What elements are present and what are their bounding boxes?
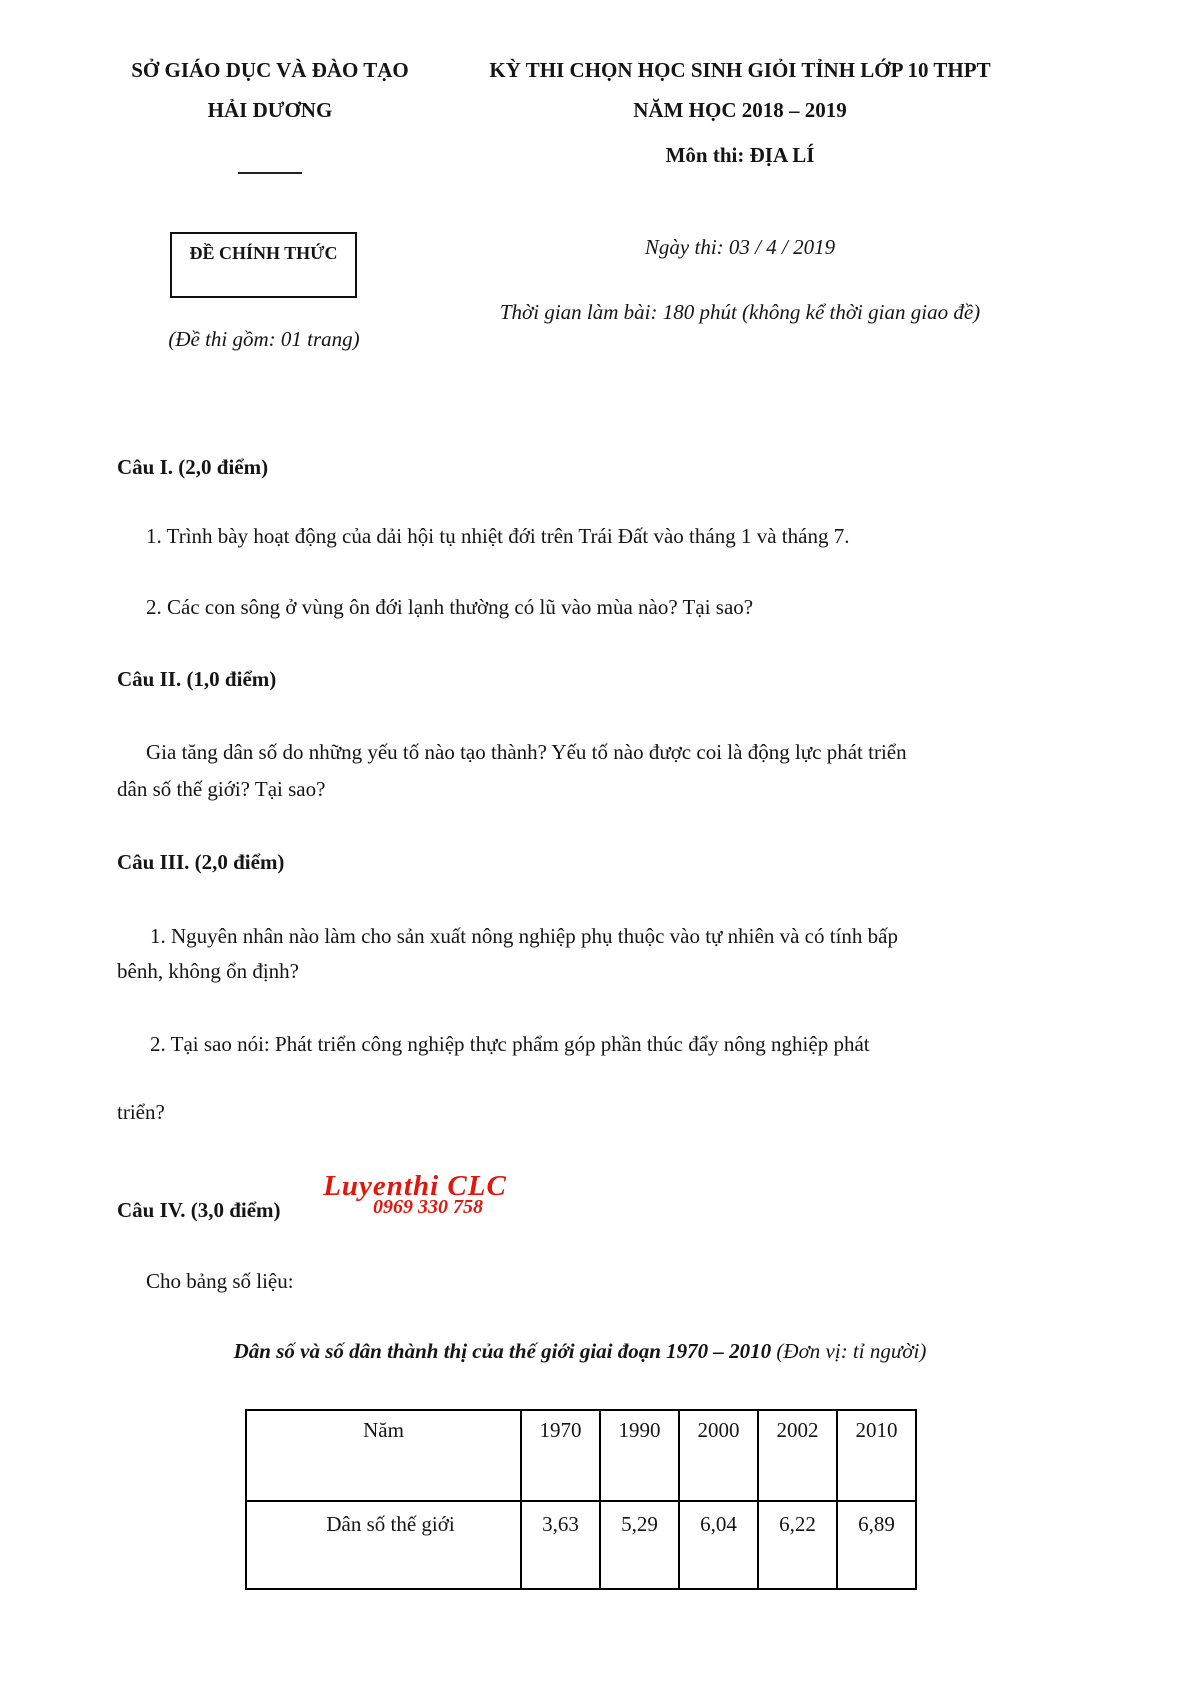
section-1-question-1: 1. Trình bày hoạt động của dải hội tụ nhiệt đới trên Trái Đất vào tháng 1 và tháng 7. (146, 524, 850, 548)
section-3-question-2-line-2: triển? (117, 1100, 165, 1124)
section-4-intro: Cho bảng số liệu: (146, 1269, 294, 1293)
exam-title: KỲ THI CHỌN HỌC SINH GIỎI TỈNH LỚP 10 THPT (489, 58, 991, 82)
section-1-heading: Câu I. (2,0 điểm) (117, 455, 269, 479)
table-header-cell: Năm (246, 1410, 521, 1501)
table-row (246, 1501, 916, 1589)
pages-note: (Đề thi gồm: 01 trang) (168, 327, 360, 351)
section-3-question-1-line-1: 1. Nguyên nhân nào làm cho sản xuất nông nghiệp phụ thuộc vào tự nhiên và có tính bấp (150, 924, 898, 948)
section-3-heading: Câu III. (2,0 điểm) (117, 850, 285, 874)
table-cell: 6,22 (758, 1501, 837, 1589)
table-cell: 3,63 (521, 1501, 600, 1589)
table-title-unit: (Đơn vị: tỉ người) (771, 1339, 927, 1363)
issuer-province: HẢI DƯƠNG (207, 98, 333, 122)
table-header-cell: 2000 (679, 1410, 758, 1501)
table-cell: 5,29 (600, 1501, 679, 1589)
official-exam-box (170, 232, 357, 298)
section-4-heading: Câu IV. (3,0 điểm) (117, 1198, 281, 1222)
duration-note: Thời gian làm bài: 180 phút (không kể thời gian giao đề) (499, 300, 981, 324)
official-exam-label: ĐỀ CHÍNH THỨC (189, 243, 338, 263)
school-year: NĂM HỌC 2018 – 2019 (633, 98, 847, 122)
table-header-cell: 1970 (521, 1410, 600, 1501)
watermark-phone: 0969 330 758 (373, 1196, 483, 1218)
header-divider-line (238, 172, 302, 174)
subject: Môn thi: ĐỊA LÍ (665, 143, 815, 167)
section-3-question-2-line-1: 2. Tại sao nói: Phát triển công nghiệp thực phẩm góp phần thúc đẩy nông nghiệp phát (150, 1032, 870, 1056)
table-header-cell: 2002 (758, 1410, 837, 1501)
table-header-row (246, 1410, 916, 1501)
table-cell: 6,04 (679, 1501, 758, 1589)
exam-date: Ngày thi: 03 / 4 / 2019 (644, 235, 836, 259)
section-3-question-1-line-2: bênh, không ổn định? (117, 959, 299, 983)
section-2-question-line-2: dân số thế giới? Tại sao? (117, 777, 326, 801)
population-table (245, 1409, 917, 1590)
table-cell: 6,89 (837, 1501, 916, 1589)
watermark-brand: Luyenthi CLC (323, 1170, 507, 1202)
issuer-department: SỞ GIÁO DỤC VÀ ĐÀO TẠO (131, 58, 409, 82)
section-2-question-line-1: Gia tăng dân số do những yếu tố nào tạo thành? Yếu tố nào được coi là động lực phát triển (146, 740, 907, 764)
section-1-question-2: 2. Các con sông ở vùng ôn đới lạnh thường có lũ vào mùa nào? Tại sao? (146, 595, 754, 619)
table-header-cell: 1990 (600, 1410, 679, 1501)
table-title (80, 1339, 1080, 1364)
table-row-label: Dân số thế giới (246, 1501, 521, 1589)
table-title-main: Dân số và số dân thành thị của thế giới giai đoạn 1970 – 2010 (233, 1339, 772, 1363)
section-2-heading: Câu II. (1,0 điểm) (117, 667, 277, 691)
table-header-cell: 2010 (837, 1410, 916, 1501)
